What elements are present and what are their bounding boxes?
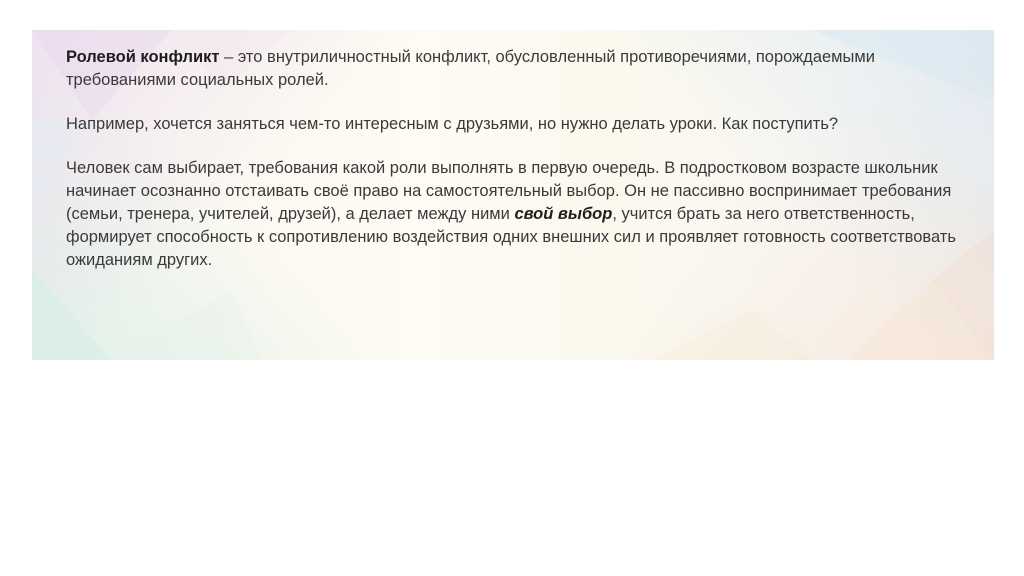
example-paragraph: Например, хочется заняться чем-то интересным с друзьями, но нужно делать уроки. Как поступить?	[66, 115, 839, 133]
explanation-paragraph	[66, 157, 966, 272]
explanation-text-end: , учится брать за него ответственность, формирует способность к сопротивлению воздействия одних внешних сил и проявляет готовность соответствовать ожиданиям других.	[66, 205, 956, 269]
explanation-emphasis: свой выбор	[514, 205, 613, 223]
slide-text	[66, 46, 966, 293]
slide	[32, 30, 994, 360]
definition-text: – это внутриличностный конфликт, обусловленный противоречиями, порождаемыми требованиями социальных ролей.	[66, 48, 875, 89]
definition-term: Ролевой конфликт	[66, 48, 220, 66]
explanation-text-start: Человек сам выбирает, требования какой роли выполнять в первую очередь. В подростковом возрасте школьник начинает осознанно отстаивать своё право на самостоятельный выбор. Он не пассивно воспринимает требования (семьи, тренера, учителей, друзей), а делает между ними	[66, 159, 952, 223]
definition-paragraph	[66, 46, 966, 92]
